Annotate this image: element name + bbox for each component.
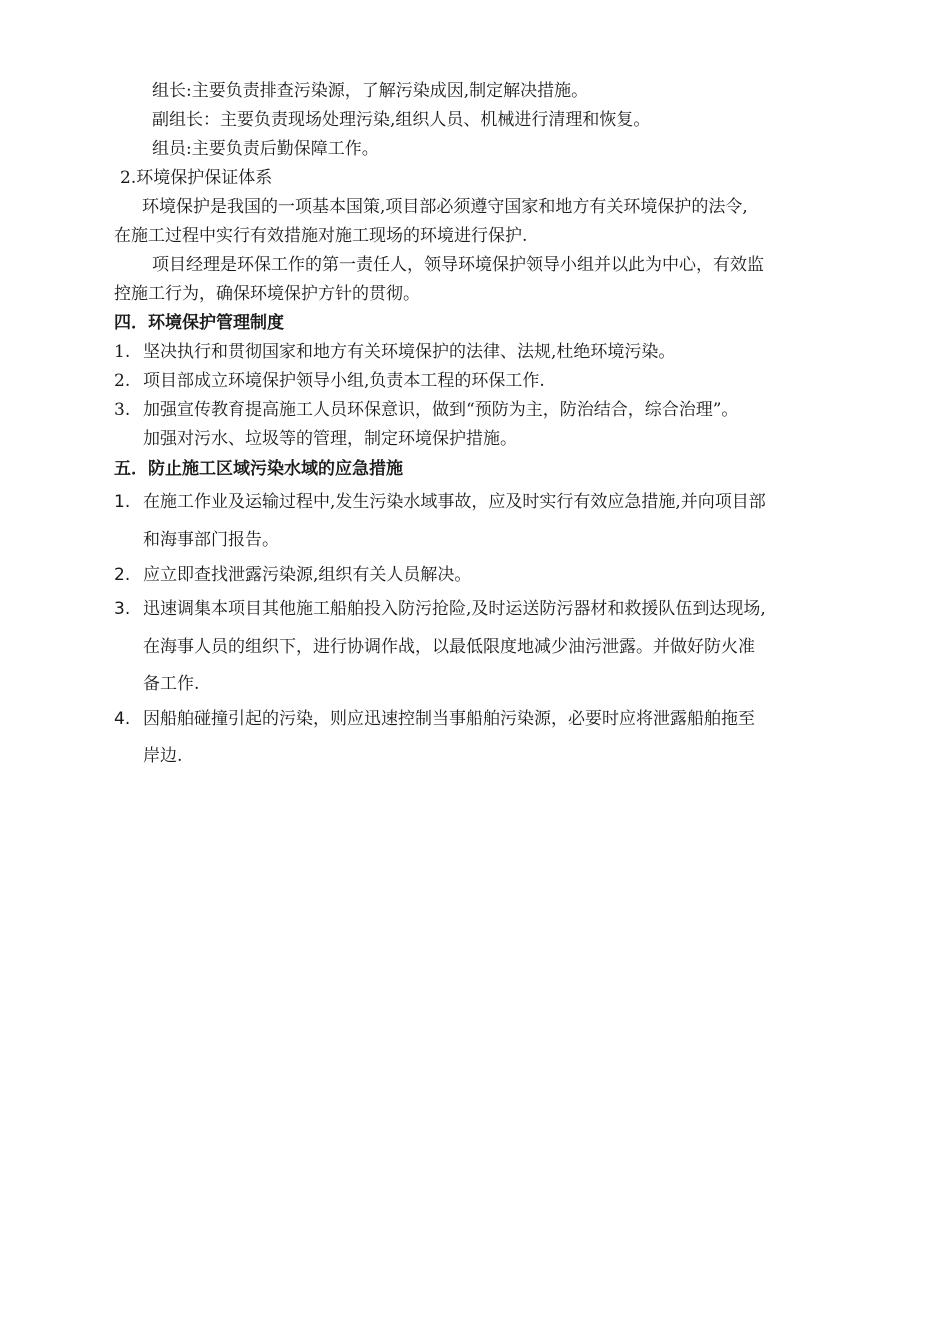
section5-heading: 五．防止施工区域污染水域的应急措施 <box>114 459 403 479</box>
guarantee-para2-line2: 控施工行为，确保环境保护方针的贯彻。 <box>114 284 420 304</box>
section5-item-4 <box>114 708 130 730</box>
team-member-line: 组员:主要负责后勤保障工作。 <box>152 139 379 159</box>
section5-item-4-text: 因船舶碰撞引起的污染，则应迅速控制当事船舶污染源，必要时应将泄露船舶拖至 <box>143 709 755 729</box>
section4-item-3 <box>114 399 130 421</box>
section5-item-2 <box>114 564 130 586</box>
section4-heading: 四．环境保护管理制度 <box>114 313 284 333</box>
section5-item-3-text-cont: 在海事人员的组织下，进行协调作战，以最低限度地减少油污泄露。并做好防火准 <box>143 637 755 657</box>
section4-item-3-text: 加强宣传教育提高施工人员环保意识，做到“预防为主，防治结合，综合治理”。 <box>143 400 739 420</box>
section4-item-2 <box>114 370 130 392</box>
section5-item-1-text: 在施工作业及运输过程中,发生污染水域事故，应及时实行有效应急措施,并向项目部 <box>143 492 766 512</box>
list-number: 4. <box>114 709 131 729</box>
guarantee-para2-line1: 项目经理是环保工作的第一责任人，领导环境保护领导小组并以此为中心，有效监 <box>152 255 764 275</box>
guarantee-heading: 2.环境保护保证体系 <box>120 168 273 188</box>
section5-item-2-text: 应立即查找泄露污染源,组织有关人员解决。 <box>143 565 472 585</box>
list-number: 1. <box>114 492 131 512</box>
section4-item-2-text: 项目部成立环境保护领导小组,负责本工程的环保工作. <box>143 371 545 391</box>
section5-item-3-text-cont2: 备工作. <box>143 674 200 694</box>
guarantee-para1-line1: 环境保护是我国的一项基本国策,项目部必须遵守国家和地方有关环境保护的法令, <box>142 197 748 217</box>
team-leader-line: 组长:主要负责排查污染源，了解污染成因,制定解决措施。 <box>152 81 589 101</box>
list-number: 3. <box>114 599 131 619</box>
list-number: 1. <box>114 342 131 362</box>
list-number: 2. <box>114 565 131 585</box>
section5-item-3 <box>114 598 130 620</box>
list-number: 3. <box>114 400 131 420</box>
section4-item-3-text-cont: 加强对污水、垃圾等的管理，制定环境保护措施。 <box>143 429 517 449</box>
section5-item-1 <box>114 491 130 513</box>
team-deputy-line: 副组长：主要负责现场处理污染,组织人员、机械进行清理和恢复。 <box>152 110 651 130</box>
list-number: 2. <box>114 371 131 391</box>
section4-item-1-text: 坚决执行和贯彻国家和地方有关环境保护的法律、法规,杜绝环境污染。 <box>143 342 676 362</box>
section5-item-4-text-cont: 岸边. <box>143 746 183 766</box>
section5-item-1-text-cont: 和海事部门报告。 <box>143 530 279 550</box>
guarantee-para1-line2: 在施工过程中实行有效措施对施工现场的环境进行保护. <box>114 226 528 246</box>
section5-item-3-text: 迅速调集本项目其他施工船舶投入防污抢险,及时运送防污器材和救援队伍到达现场, <box>143 599 766 619</box>
section4-item-1 <box>114 341 130 363</box>
